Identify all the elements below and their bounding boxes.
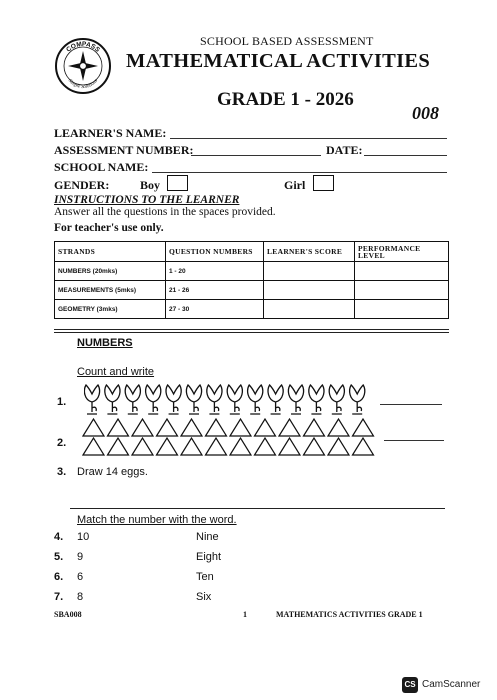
triangle-icon: [353, 419, 374, 436]
question-numbers-cell: 27 - 30: [166, 300, 264, 319]
match-number: 9: [77, 551, 84, 563]
table-header-row: [55, 242, 449, 262]
question-number: 2.: [57, 437, 67, 449]
question-text: Draw 14 eggs.: [77, 466, 148, 478]
school-name-label: SCHOOL NAME:: [54, 160, 149, 174]
question-number: 1.: [57, 396, 67, 408]
triangle-icon: [230, 438, 251, 455]
table-row: [55, 300, 449, 319]
logo-text-bottom: Simple Solutions: [66, 78, 100, 91]
triangles-picture: [80, 418, 380, 458]
triangle-icon: [206, 419, 227, 436]
performance-cell[interactable]: [355, 300, 449, 319]
triangle-icon: [157, 438, 178, 455]
match-number: 6: [77, 571, 84, 583]
flower-icon: [84, 385, 99, 414]
triangle-icon: [206, 438, 227, 455]
flower-icon: [288, 385, 303, 414]
question-numbers-cell: 21 - 26: [166, 281, 264, 300]
paper-code: 008: [412, 103, 439, 123]
assessment-number-label: ASSESSMENT NUMBER:: [54, 143, 194, 157]
divider-line: [54, 329, 449, 330]
header-performance-level: PERFORMANCE LEVEL: [355, 242, 449, 262]
table-row: [55, 262, 449, 281]
triangle-icon: [132, 438, 153, 455]
header-question-numbers: QUESTION NUMBERS: [166, 242, 264, 262]
flowers-picture: [84, 382, 374, 417]
flower-icon: [268, 385, 283, 414]
flower-icon: [227, 385, 242, 414]
answer-line[interactable]: [380, 404, 442, 405]
triangle-icon: [279, 438, 300, 455]
question-number: 3.: [57, 466, 67, 478]
triangle-icon: [353, 438, 374, 455]
question-numbers-cell: 1 - 20: [166, 262, 264, 281]
girl-label: Girl: [284, 178, 306, 192]
question-number: 4.: [54, 531, 64, 543]
flower-icon: [207, 385, 222, 414]
school-assessment-label: SCHOOL BASED ASSESSMENT: [200, 34, 374, 48]
triangle-icon: [328, 438, 349, 455]
boy-checkbox[interactable]: [167, 175, 188, 191]
gender-label: GENDER:: [54, 178, 110, 192]
flower-icon: [350, 385, 365, 414]
score-cell[interactable]: [264, 262, 355, 281]
logo-text-top: COMPASS: [65, 40, 101, 54]
triangle-icon: [230, 419, 251, 436]
grade-label: GRADE 1 - 2026: [217, 89, 354, 110]
learner-name-label: LEARNER'S NAME:: [54, 126, 167, 140]
match-number: 8: [77, 591, 84, 603]
match-word: Nine: [196, 531, 219, 543]
camscanner-label: CamScanner: [422, 679, 481, 690]
triangle-icon: [157, 419, 178, 436]
flower-icon: [329, 385, 344, 414]
match-number: 10: [77, 531, 90, 543]
instructions-text: Answer all the questions in the spaces provided.: [54, 206, 276, 218]
date-line[interactable]: [364, 155, 447, 156]
girl-checkbox[interactable]: [313, 175, 334, 191]
boy-label: Boy: [140, 178, 161, 192]
match-word: Six: [196, 591, 212, 603]
score-cell[interactable]: [264, 281, 355, 300]
performance-cell[interactable]: [355, 262, 449, 281]
performance-cell[interactable]: [355, 281, 449, 300]
instructions-heading: INSTRUCTIONS TO THE LEARNER: [54, 194, 240, 206]
camscanner-watermark: [402, 677, 492, 695]
match-word: Eight: [196, 551, 222, 563]
triangle-icon: [108, 438, 129, 455]
footer-title: MATHEMATICS ACTIVITIES GRADE 1: [276, 610, 423, 619]
triangle-icon: [108, 419, 129, 436]
question-number: 7.: [54, 591, 64, 603]
camscanner-icon: CS: [402, 677, 418, 693]
score-cell[interactable]: [264, 300, 355, 319]
page-title: MATHEMATICAL ACTIVITIES: [126, 50, 431, 72]
flower-icon: [125, 385, 140, 414]
triangle-icon: [328, 419, 349, 436]
header-strands: STRANDS: [55, 242, 166, 262]
flower-icon: [166, 385, 181, 414]
strands-table: [54, 241, 449, 319]
divider-line: [70, 508, 445, 509]
date-label: DATE:: [326, 143, 363, 157]
strand-cell: NUMBERS (20mks): [55, 262, 166, 281]
strand-cell: GEOMETRY (3mks): [55, 300, 166, 319]
flower-icon: [105, 385, 120, 414]
triangle-icon: [255, 419, 276, 436]
question-number: 6.: [54, 571, 64, 583]
flower-icon: [248, 385, 263, 414]
triangle-icon: [255, 438, 276, 455]
triangle-icon: [132, 419, 153, 436]
flower-icon: [186, 385, 201, 414]
footer-code: SBA008: [54, 610, 82, 619]
triangle-icon: [181, 438, 202, 455]
flower-icon: [309, 385, 324, 414]
flower-icon: [146, 385, 161, 414]
question-number: 5.: [54, 551, 64, 563]
triangle-icon: [304, 438, 325, 455]
match-heading: Match the number with the word.: [77, 514, 237, 526]
table-row: [55, 281, 449, 300]
compass-logo: [54, 37, 112, 95]
numbers-heading: NUMBERS: [77, 337, 133, 349]
match-word: Ten: [196, 571, 214, 583]
learner-name-line[interactable]: [170, 138, 447, 139]
triangle-icon: [181, 419, 202, 436]
triangle-icon: [83, 438, 104, 455]
divider-line: [54, 332, 449, 333]
triangle-icon: [304, 419, 325, 436]
count-write-heading: Count and write: [77, 366, 155, 378]
answer-line[interactable]: [384, 440, 444, 441]
page-number: 1: [243, 610, 247, 619]
assessment-number-line[interactable]: [191, 155, 321, 156]
strand-cell: MEASUREMENTS (5mks): [55, 281, 166, 300]
triangle-icon: [83, 419, 104, 436]
school-name-line[interactable]: [152, 172, 447, 173]
triangle-icon: [279, 419, 300, 436]
teacher-use-label: For teacher's use only.: [54, 222, 164, 234]
header-learners-score: LEARNER'S SCORE: [264, 242, 355, 262]
